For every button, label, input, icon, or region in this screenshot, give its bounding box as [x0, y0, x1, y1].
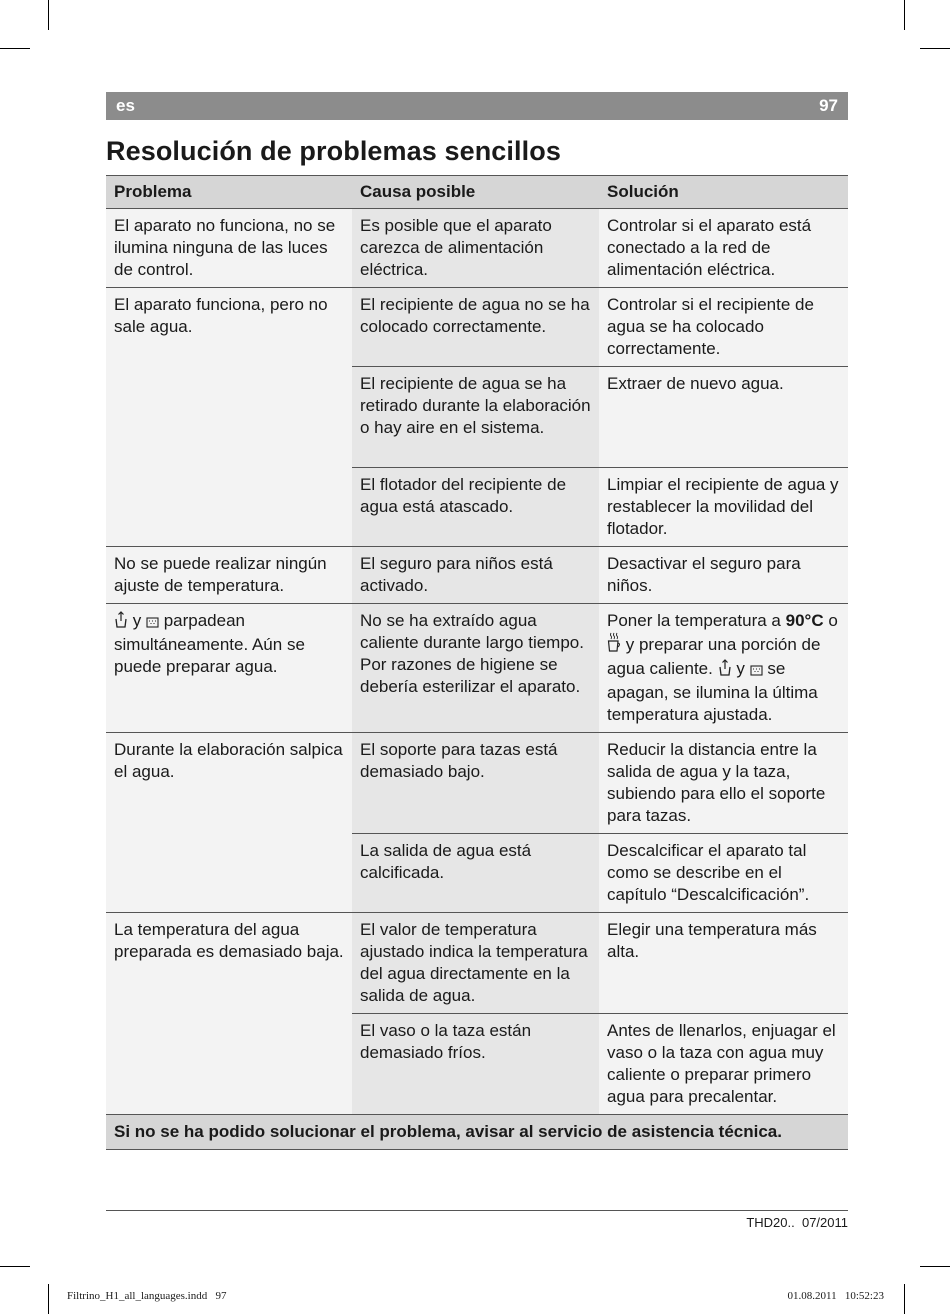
print-slug-file: Filtrino_H1_all_languages.indd 97 [67, 1290, 227, 1302]
language-code: es [116, 96, 135, 115]
footer-rule [106, 1210, 848, 1211]
solution-cell: Controlar si el aparato está conectado a la red de alimentación eléctrica. [599, 209, 848, 288]
cause-cell: El flotador del recipiente de agua está atascado. [352, 468, 599, 547]
crop-mark [0, 48, 30, 49]
sterilize-cup-icon [114, 611, 128, 634]
problem-cell: La temperatura del agua preparada es demasiado baja. [106, 913, 352, 1115]
problem-cell: Durante la elaboración salpica el agua. [106, 733, 352, 913]
solution-cell: Extraer de nuevo agua. [599, 367, 848, 468]
column-header-cause: Causa posible [352, 176, 599, 209]
sterilize-cup-icon [718, 659, 732, 682]
table-row [106, 604, 848, 733]
service-note: Si no se ha podido solucionar el problema, avisar al servicio de asistencia técnica. [106, 1115, 848, 1150]
cause-cell: El valor de temperatura ajustado indica la temperatura del agua directamente en la salida de agua. [352, 913, 599, 1014]
solution-text: y [736, 659, 745, 678]
table-row [106, 733, 848, 834]
problem-text: parpadean simultáneamente. Aún se puede preparar agua. [114, 611, 305, 676]
descale-icon [750, 660, 763, 682]
table-row [106, 913, 848, 1014]
cause-cell: No se ha extraído agua caliente durante largo tiempo. Por razones de higiene se debería esterilizar el aparato. [352, 604, 599, 733]
problem-text: y [132, 611, 142, 630]
solution-text: o [828, 611, 838, 630]
crop-mark [920, 1266, 950, 1267]
column-header-solution: Solución [599, 176, 848, 209]
page-header-bar [106, 92, 848, 120]
cause-cell: El soporte para tazas está demasiado bajo. [352, 733, 599, 834]
solution-text: Poner la temperatura a [607, 611, 781, 630]
troubleshooting-table [106, 175, 848, 1150]
cause-cell: Es posible que el aparato carezca de alimentación eléctrica. [352, 209, 599, 288]
solution-cell: Antes de llenarlos, enjuagar el vaso o la taza con agua muy caliente o preparar primero agua para precalentar. [599, 1014, 848, 1115]
cause-cell: El recipiente de agua se ha retirado durante la elaboración o hay aire en el sistema. [352, 367, 599, 468]
cause-cell: El recipiente de agua no se ha colocado correctamente. [352, 288, 599, 367]
table-header-row [106, 176, 848, 209]
crop-mark [0, 1266, 30, 1267]
problem-cell [106, 604, 352, 733]
cause-cell: El vaso o la taza están demasiado fríos. [352, 1014, 599, 1115]
temperature-value: 90°C [785, 611, 824, 630]
cause-cell: La salida de agua está calcificada. [352, 834, 599, 913]
solution-cell: Limpiar el recipiente de agua y restablecer la movilidad del flotador. [599, 468, 848, 547]
descale-icon [146, 612, 159, 634]
page-title: Resolución de problemas sencillos [106, 136, 561, 166]
hot-cup-icon [607, 632, 621, 658]
solution-cell [599, 604, 848, 733]
column-header-problem: Problema [106, 176, 352, 209]
page-number: 97 [819, 96, 838, 115]
problem-cell: No se puede realizar ningún ajuste de temperatura. [106, 547, 352, 604]
table-footer-row [106, 1115, 848, 1150]
table-row [106, 288, 848, 367]
problem-cell: El aparato no funciona, no se ilumina ninguna de las luces de control. [106, 209, 352, 288]
solution-text: y preparar una porción de agua caliente. [607, 635, 821, 678]
crop-mark [904, 1284, 905, 1314]
solution-cell: Desactivar el seguro para niños. [599, 547, 848, 604]
solution-cell: Descalcificar el aparato tal como se describe en el capítulo “Descalcificación”. [599, 834, 848, 913]
crop-mark [48, 1284, 49, 1314]
crop-mark [48, 0, 49, 30]
problem-cell: El aparato funciona, pero no sale agua. [106, 288, 352, 547]
solution-cell: Controlar si el recipiente de agua se ha colocado correctamente. [599, 288, 848, 367]
crop-mark [904, 0, 905, 30]
table-row [106, 209, 848, 288]
solution-text: se apagan, se ilumina la última temperatura ajustada. [607, 659, 818, 724]
crop-mark [920, 48, 950, 49]
table-row [106, 547, 848, 604]
cause-cell: El seguro para niños está activado. [352, 547, 599, 604]
solution-cell: Elegir una temperatura más alta. [599, 913, 848, 1014]
print-slug-datetime: 01.08.2011 10:52:23 [787, 1290, 884, 1302]
document-code: THD20.. 07/2011 [746, 1215, 848, 1230]
solution-cell: Reducir la distancia entre la salida de agua y la taza, subiendo para ello el soporte para tazas. [599, 733, 848, 834]
